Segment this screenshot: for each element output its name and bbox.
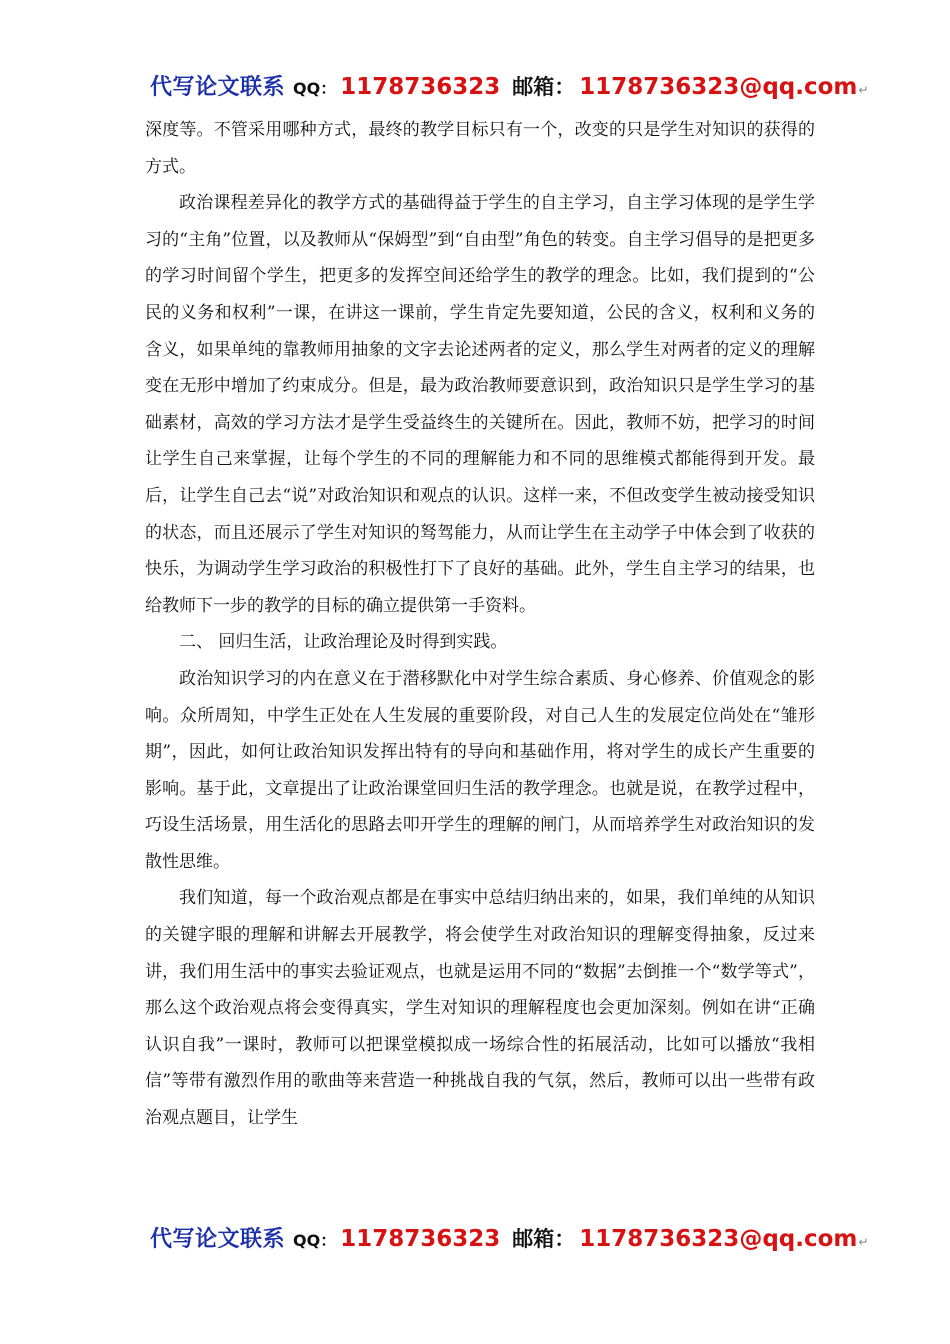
paragraph-continuation: 深度等。不管采用哪种方式，最终的教学目标只有一个，改变的只是学生对知识的获得的方式。: [145, 120, 815, 177]
footer-banner: [150, 1222, 869, 1258]
paragraph-return-to-life: 政治知识学习的内在意义在于潜移默化中对学生综合素质、身心修养、价值观念的影响。众所周知，中学生正处在人生发展的重要阶段，对自己人生的发展定位尚处在“雏形期”，因此，如何让政治知识发挥出特有的导向和基础作用，将对学生的成长产生重要的影响。基于此，文章提出了让政治课堂回归生活的教学理念。也就是说，在教学过程中，巧设生活场景，用生活化的思路去叩开学生的理解的闸门，从而培养学生对政治知识的发散性思维。: [145, 668, 815, 872]
banner-mail-address: 1178736323@qq.com: [579, 1226, 858, 1252]
paragraph-mark-icon: ↵: [858, 83, 869, 97]
banner-mail-label: 邮箱：: [512, 75, 576, 99]
paragraph-autonomous-learning: 政治课程差异化的教学方式的基础得益于学生的自主学习，自主学习体现的是学生学习的“主角”位置，以及教师从“保姆型”到“自由型”角色的转变。自主学习倡导的是把更多的学习时间留个学生，把更多的发挥空间还给学生的教学的理念。比如，我们提到的“公民的义务和权利”一课，在讲这一课前，学生肯定先要知道，公民的含义，权利和义务的含义，如果单纯的靠教师用抽象的文字去论述两者的定义，那么学生对两者的定义的理解变在无形中增加了约束成分。但是，最为政治教师要意识到，政治知识只是学生学习的基础素材，高效的学习方法才是学生受益终生的关键所在。因此，教师不妨，把学习的时间让学生自己来掌握，让每个学生的不同的理解能力和不同的思维模式都能得到开发。最后，让学生自己去“说”对政治知识和观点的认识。这样一来，不但改变学生被动接受知识的状态，而且还展示了学生对知识的驽驾能力，从而让学生在主动学子中体会到了收获的快乐，为调动学生学习政治的积极性打下了良好的基础。此外，学生自主学习的结果，也给教师下一步的教学的目标的确立提供第一手资料。: [145, 193, 815, 616]
document-body: [145, 112, 815, 1137]
banner-qq-number: 1178736323: [340, 1226, 501, 1252]
paragraph-mark-icon: ↵: [858, 1235, 869, 1249]
banner-qq-label: QQ：: [293, 1231, 337, 1250]
banner-label: 代写论文联系: [150, 1227, 286, 1252]
banner-label: 代写论文联系: [150, 75, 286, 100]
section-heading: 二、 回归生活，让政治理论及时得到实践。: [179, 632, 508, 653]
paragraph-facts-example: 我们知道，每一个政治观点都是在事实中总结归纳出来的，如果，我们单纯的从知识的关键字眼的理解和讲解去开展教学，将会使学生对政治知识的理解变得抽象，反过来讲，我们用生活中的事实去验证观点，也就是运用不同的“数据”去倒推一个“数学等式”，那么这个政治观点将会变得真实，学生对知识的理解程度也会更加深刻。例如在讲“正确认识自我”一课时，教师可以把课堂模拟成一场综合性的拓展活动，比如可以播放“我相信”等带有激烈作用的歌曲等来营造一种挑战自我的气氛，然后，教师可以出一些带有政治观点题目，让学生: [145, 888, 815, 1129]
banner-qq-label: QQ：: [293, 79, 337, 98]
banner-mail-address: 1178736323@qq.com: [579, 74, 858, 100]
banner-qq-number: 1178736323: [340, 74, 501, 100]
header-banner: [150, 70, 869, 106]
banner-mail-label: 邮箱：: [512, 1227, 576, 1251]
